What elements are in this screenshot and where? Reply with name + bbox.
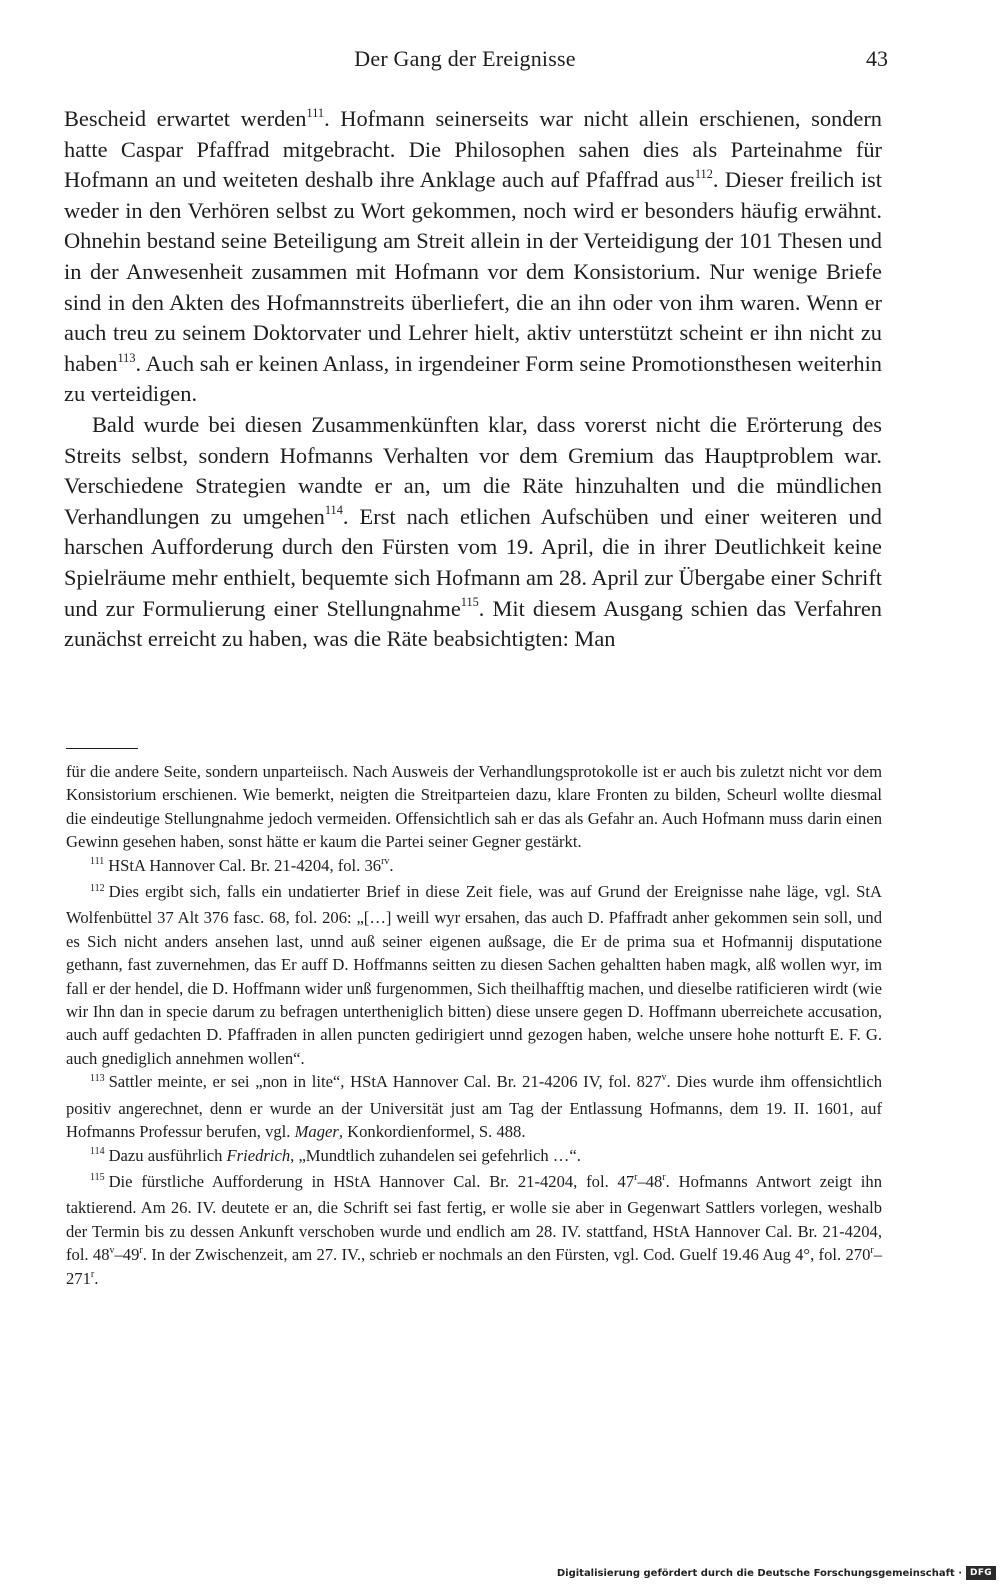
footnote-115: [66, 1170, 882, 1290]
footnote-reference: 112: [694, 166, 713, 181]
text-run: . Dieser freilich ist weder in den Verhören selbst zu Wort gekommen, noch wird er besonders häufig erwähnt. Ohnehin bestand seine Beteiligung am Streit allein in der Verteidigung der 101 Thesen und in der Anwesenheit zusammen mit Hofmann vor dem Konsistorium. Nur wenige Briefe sind in den Akten des Hofmannstreits überliefert, die an ihn oder von ihm waren. Wenn er auch treu zu seinem Doktorvater und Lehrer hielt, aktiv unterstützt scheint er ihn nicht zu haben: [64, 167, 882, 376]
footnote-reference: 114: [324, 503, 343, 518]
page-number: 43: [866, 46, 888, 71]
text-run: Dies ergibt sich, falls ein undatierter Brief in diese Zeit fiele, was auf Grund der Ereignisse nahe läge, vgl. StA Wolfenbüttel 37 Alt 376 fasc. 68, fol. 206: „[…] weill wyr ersahen, das auch D. Pfaffradt anher gekommen sein soll, und es Sich nicht anders ansehen last, unnd auß seiner eigenen außsage, die Er de prima sua et Hofmannij disputatione gethann, fast zuvernehmen, das Er auff D. Hoffmanns seitten zu diesen Sachen gehaltten haben magk, alß wollen wyr, im fall er der hendel, die D. Hoffmann wider unß furgenommen, Sich theilhafftig machen, und dieselbe ratificieren wirdt (wie wir Ihn dan in specie darum zu befragen untertheniglich bitten) diese unsere gegen D. Hoffmann uberreichete accusation, auch auff gedachten D. Pfaffraden in allen puncten gedirigiert unnd gezogen haben, welche unsere hohe notturft E. F. G. auch gnediglich annehmen wollen“.: [66, 882, 882, 1068]
folio-superscript: rv: [381, 855, 390, 867]
text-run: .: [94, 1268, 99, 1288]
text-run: . Erst nach etlichen Aufschüben und einer weiteren und harschen Aufforderung durch den Fürsten vom 19. April, die in ihrer Deutlichkeit keine Spielräume mehr enthielt, bequemte sich Hofmann am 28. April zur Übergabe einer Schrift und zur Formulierung einer Stellungnahme: [64, 503, 882, 621]
text-run: . Hofmann seinerseits war nicht allein erschienen, sondern hatte Caspar Pfaffrad mitgebracht. Die Philosophen sahen dies als Parteinahme für Hofmann an und weiteten deshalb ihre Anklage auch auf Pfaffrad aus: [64, 106, 883, 193]
text-run: Dazu ausführlich: [108, 1145, 227, 1165]
footnote-112: [66, 880, 882, 1070]
text-run: Bescheid erwartet werden: [64, 106, 307, 131]
text-run: –271: [66, 1245, 882, 1288]
text-run: , Konkordienformel, S. 488.: [338, 1122, 526, 1142]
folio-superscript: v: [109, 1245, 115, 1257]
text-run: . Auch sah er keinen Anlass, in irgendeiner Form seine Promotionsthesen weiterhin zu verteidigen.: [64, 350, 882, 407]
text-run: Die fürstliche Aufforderung in HStA Hannover Cal. Br. 21-4204, fol. 47: [108, 1171, 635, 1191]
dfg-logo: DFG: [966, 1566, 996, 1580]
footnote-reference: 115: [460, 595, 479, 610]
footnote-continuation: für die andere Seite, sondern unparteiisch. Nach Ausweis der Verhandlungsprotokolle ist er auch bis zuletzt nicht vor dem Konsistorium erschienen. Wie bemerkt, neigten die Streitparteien dazu, klare Fronten zu bilden, Scheurl wollte diesmal die eindeutige Stellungnahme jedoch vermeiden. Offensichtlich sah er das als Gefahr an. Auch Hofmann muss darin einen Gewinn gesehen haben, sonst hätte er kaum die Partei seiner Gegner gestärkt.: [66, 762, 882, 852]
footnote-divider: [66, 748, 138, 749]
text-run: HStA Hannover Cal. Br. 21-4204, fol. 36: [108, 855, 382, 875]
text-run: .: [389, 855, 394, 875]
author-name: Friedrich: [226, 1145, 291, 1165]
text-run: –48: [637, 1171, 663, 1191]
text-run: Bald wurde bei diesen Zusammenkünften klar, dass vorerst nicht die Erörterung des Streits selbst, sondern Hofmanns Verhalten vor dem Gremium das Hauptproblem war. Verschiedene Strategien wandte er an, um die Räte hinzuhalten und die mündlichen Verhandlungen zu umgehen: [64, 411, 882, 529]
text-run: . Dies wurde ihm offensichtlich positiv angerechnet, denn er wurde an der Universität just am Tag der Entlassung Hofmanns, dem 19. II. 1601, auf Hofmanns Professur berufen, vgl.: [66, 1072, 882, 1142]
text-run: . Hofmanns Antwort zeigt ihn taktierend. Am 26. IV. deutete er an, die Schrift sei fast fertig, er wolle sie aber in Gegenwart Sattlers vorlegen, weshalb der Termin bis zu dessen Ankunft verschoben wurde und endlich am 28. IV. stattfand, HStA Hannover Cal. Br. 21-4204, fol. 48: [66, 1171, 883, 1265]
footnote-111: [66, 854, 882, 880]
main-text: [64, 104, 882, 655]
footnote-mark: 115: [90, 1172, 105, 1184]
footnote-reference: 113: [117, 350, 136, 365]
folio-superscript: r: [139, 1245, 143, 1257]
author-name: Mager: [294, 1122, 339, 1142]
digitization-footer: [557, 1563, 996, 1583]
footnote-113: [66, 1070, 882, 1143]
text-run: Sattler meinte, er sei „non in lite“, HStA Hannover Cal. Br. 21-4206 IV, fol. 827: [108, 1072, 662, 1092]
footnote-reference: 111: [306, 105, 325, 120]
text-run: –49: [114, 1245, 140, 1265]
paragraph-2: [64, 410, 882, 655]
running-title: Der Gang der Ereignisse: [354, 46, 576, 71]
footnote-mark: 111: [90, 856, 105, 868]
footnote-mark: 113: [90, 1072, 105, 1084]
folio-superscript: r: [634, 1171, 638, 1183]
footnotes: [66, 760, 882, 1290]
text-run: . Mit diesem Ausgang schien das Verfahren zunächst erreicht zu haben, was die Räte beabsichtigten: Man: [64, 595, 882, 652]
paragraph-1: [64, 104, 882, 410]
funding-notice: Digitalisierung gefördert durch die Deutsche Forschungsgemeinschaft ·: [556, 1567, 962, 1579]
footnote-mark: 114: [90, 1146, 105, 1158]
text-run: . In der Zwischenzeit, am 27. IV., schrieb er nochmals an den Fürsten, vgl. Cod. Guelf 19.46 Aug 4°, fol. 270: [142, 1245, 871, 1265]
footnote-114: [66, 1144, 882, 1170]
folio-superscript: r: [662, 1171, 666, 1183]
text-run: , „Mundtlich zuhandelen sei gefehrlich …“.: [290, 1145, 581, 1165]
footnote-mark: 112: [90, 882, 105, 894]
folio-superscript: r: [90, 1268, 95, 1280]
folio-superscript: v: [661, 1072, 667, 1084]
folio-superscript: r: [870, 1245, 874, 1257]
